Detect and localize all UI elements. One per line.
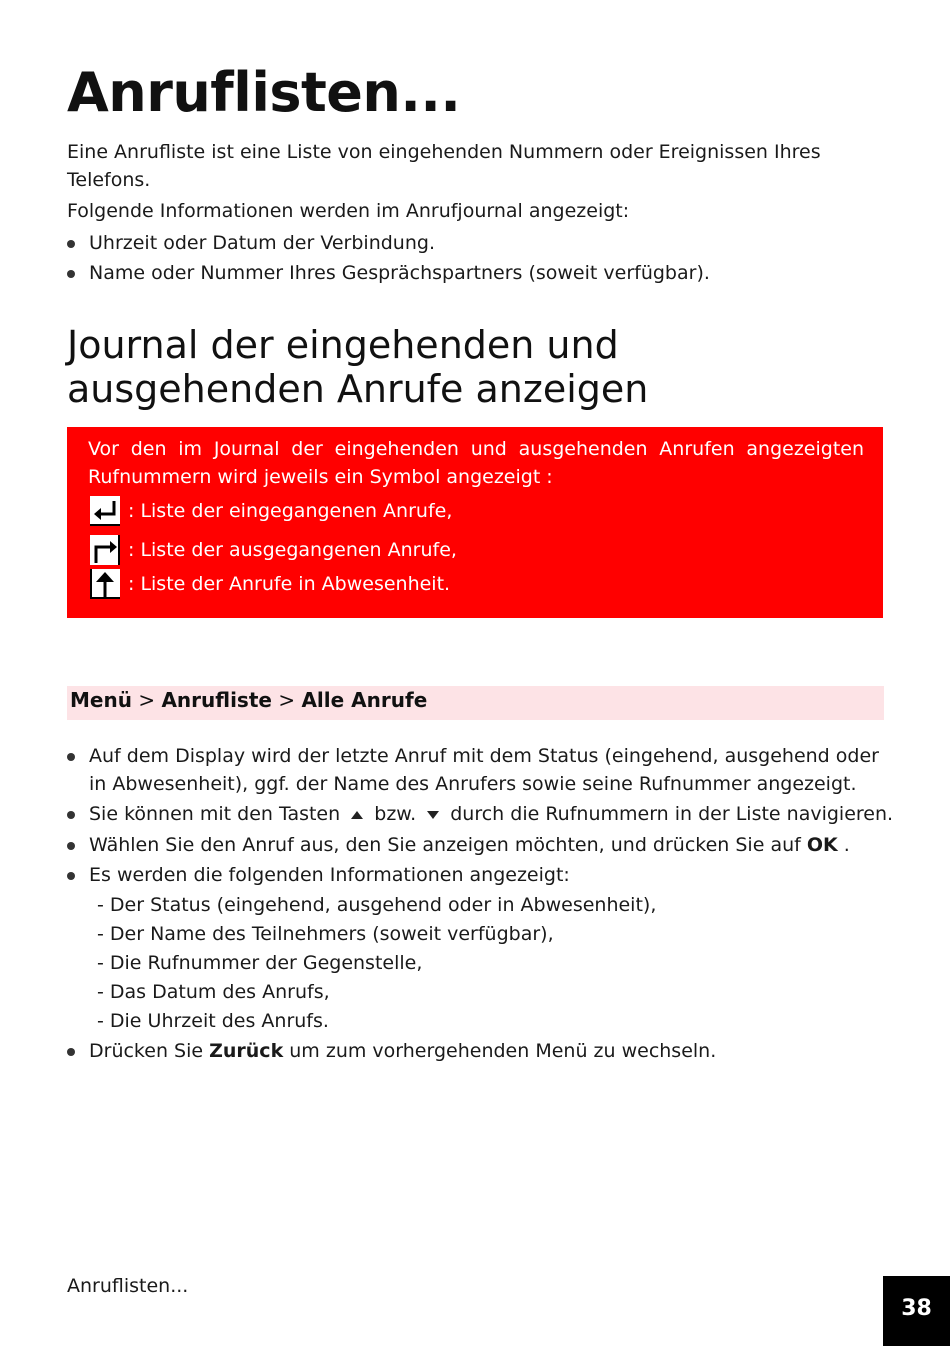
bullet-icon <box>67 872 75 880</box>
bullet-text: um zum vorhergehenden Menü zu wechseln. <box>289 1040 717 1062</box>
intro-lead: Folgende Informationen werden im Anrufjournal angezeigt: <box>67 200 630 222</box>
sub-item: - Das Datum des Anrufs, <box>97 981 330 1003</box>
step-bullet <box>67 800 897 828</box>
menu-path-separator: > <box>138 688 156 712</box>
bullet-icon <box>67 270 75 278</box>
step-bullet <box>67 831 897 859</box>
incoming-call-icon <box>90 496 120 526</box>
info-box-intro: Vor den im Journal der eingehenden und ausgehenden Anrufen angezeigten Rufnummern wird jeweils ein Symbol angezeigt : <box>88 438 864 488</box>
arrow-up-icon <box>350 810 364 820</box>
bullet-text: durch die Rufnummern in der Liste navigieren. <box>450 803 894 825</box>
bullet-text: bzw. <box>374 803 417 825</box>
info-box <box>67 427 883 618</box>
bullet-text: Wählen Sie den Anruf aus, den Sie anzeigen möchten, und drücken Sie auf <box>89 834 801 856</box>
bullet-text: Name oder Nummer Ihres Gesprächspartners (soweit verfügbar). <box>89 262 710 284</box>
bullet-icon <box>67 811 75 819</box>
bullet-icon <box>67 753 75 761</box>
outgoing-call-icon <box>90 535 120 565</box>
info-item-label: : Liste der ausgegangenen Anrufe, <box>128 539 457 561</box>
ok-key-label: OK <box>806 834 838 856</box>
menu-path-step: Anrufliste <box>161 688 272 712</box>
back-key-label: Zurück <box>209 1040 284 1062</box>
arrow-down-icon <box>426 810 440 820</box>
menu-path-separator: > <box>278 688 296 712</box>
page-number: 38 <box>883 1276 950 1346</box>
menu-path-step: Menü <box>70 688 132 712</box>
missed-call-icon <box>90 569 120 599</box>
bullet-icon <box>67 240 75 248</box>
intro-bullet <box>67 259 897 287</box>
menu-path-step: Alle Anrufe <box>301 688 428 712</box>
section-heading: Journal der eingehenden und ausgehenden Anrufe anzeigen <box>67 323 649 411</box>
page-title: Anruflisten... <box>67 61 461 124</box>
step-bullet <box>67 861 897 889</box>
bullet-text: Sie können mit den Tasten <box>89 803 341 825</box>
step-bullet <box>67 1037 897 1065</box>
bullet-text: . <box>843 834 850 856</box>
footer-section-title: Anruflisten... <box>67 1275 189 1297</box>
sub-item: - Die Uhrzeit des Anrufs. <box>97 1010 329 1032</box>
menu-path <box>67 686 884 720</box>
bullet-icon <box>67 1048 75 1056</box>
sub-item: - Die Rufnummer der Gegenstelle, <box>97 952 423 974</box>
bullet-text: Drücken Sie <box>89 1040 204 1062</box>
step-bullet <box>67 742 897 798</box>
bullet-text: Uhrzeit oder Datum der Verbindung. <box>89 232 435 254</box>
bullet-icon <box>67 842 75 850</box>
bullet-text: Es werden die folgenden Informationen angezeigt: <box>89 864 570 886</box>
intro-paragraph: Eine Anrufliste ist eine Liste von eingehenden Nummern oder Ereignissen Ihres Telefons. <box>67 141 821 191</box>
sub-item: - Der Name des Teilnehmers (soweit verfügbar), <box>97 923 554 945</box>
intro-bullet <box>67 229 897 257</box>
info-item-label: : Liste der eingegangenen Anrufe, <box>128 500 453 522</box>
bullet-text: Auf dem Display wird der letzte Anruf mit dem Status (eingehend, ausgehend oder in Abwesenheit), ggf. der Name des Anrufers sowie seine Rufnummer angezeigt. <box>89 745 879 795</box>
info-item-label: : Liste der Anrufe in Abwesenheit. <box>128 573 451 595</box>
sub-item: - Der Status (eingehend, ausgehend oder in Abwesenheit), <box>97 894 657 916</box>
